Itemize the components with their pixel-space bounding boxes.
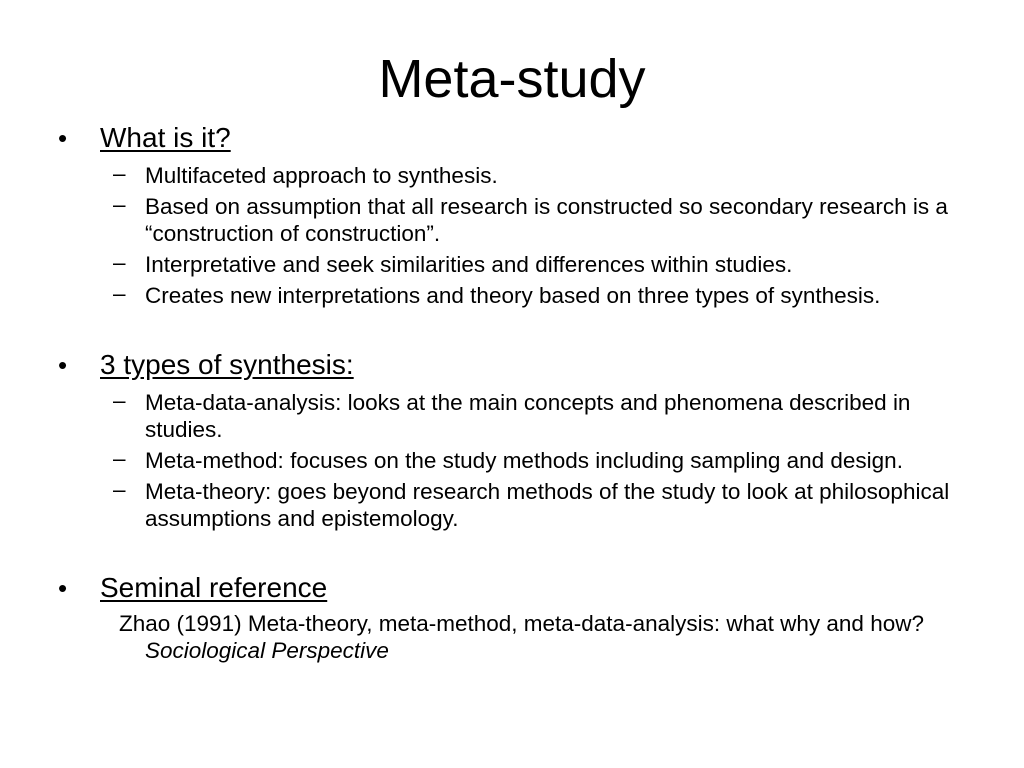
slide-title: Meta-study bbox=[378, 49, 646, 109]
section-heading: What is it? bbox=[100, 122, 231, 153]
dash-icon: – bbox=[113, 388, 126, 413]
reference-citation bbox=[58, 610, 958, 664]
sub-list bbox=[58, 162, 958, 309]
section-types-of-synthesis bbox=[58, 345, 958, 532]
list-item-text: Meta-data-analysis: looks at the main concepts and phenomena described in studies. bbox=[145, 390, 911, 442]
list-item-text: Creates new interpretations and theory based on three types of synthesis. bbox=[145, 283, 881, 308]
bullet-dot-icon: • bbox=[58, 123, 68, 153]
dash-icon: – bbox=[113, 161, 126, 186]
list-item-text: Interpretative and seek similarities and differences within studies. bbox=[145, 252, 793, 277]
bullet-heading bbox=[58, 118, 958, 158]
slide-content bbox=[58, 118, 958, 664]
sub-list bbox=[58, 389, 958, 532]
bullet-heading bbox=[58, 345, 958, 385]
section-what-is-it bbox=[58, 118, 958, 309]
list-item-text: Multifaceted approach to synthesis. bbox=[145, 163, 498, 188]
dash-icon: – bbox=[113, 250, 126, 275]
section-heading: Seminal reference bbox=[100, 572, 328, 603]
citation-text: Zhao (1991) Meta-theory, meta-method, meta-data-analysis: what why and how? bbox=[119, 611, 924, 636]
list-item bbox=[58, 478, 958, 532]
list-item-text: Meta-theory: goes beyond research methods of the study to look at philosophical assumptions and epistemology. bbox=[145, 479, 950, 531]
list-item bbox=[58, 282, 958, 309]
list-item bbox=[58, 389, 958, 443]
dash-icon: – bbox=[113, 446, 126, 471]
dash-icon: – bbox=[113, 281, 126, 306]
dash-icon: – bbox=[113, 477, 126, 502]
dash-icon: – bbox=[113, 192, 126, 217]
list-item-text: Meta-method: focuses on the study methods including sampling and design. bbox=[145, 448, 903, 473]
list-item-text: Based on assumption that all research is constructed so secondary research is a “construction of construction”. bbox=[145, 194, 948, 246]
list-item bbox=[58, 193, 958, 247]
list-item bbox=[58, 251, 958, 278]
bullet-dot-icon: • bbox=[58, 350, 68, 380]
section-seminal-reference bbox=[58, 568, 958, 664]
list-item bbox=[58, 447, 958, 474]
bullet-heading bbox=[58, 568, 958, 608]
bullet-dot-icon: • bbox=[58, 573, 68, 603]
list-item bbox=[58, 162, 958, 189]
citation-journal: Sociological Perspective bbox=[145, 638, 389, 663]
section-heading: 3 types of synthesis: bbox=[100, 349, 354, 380]
